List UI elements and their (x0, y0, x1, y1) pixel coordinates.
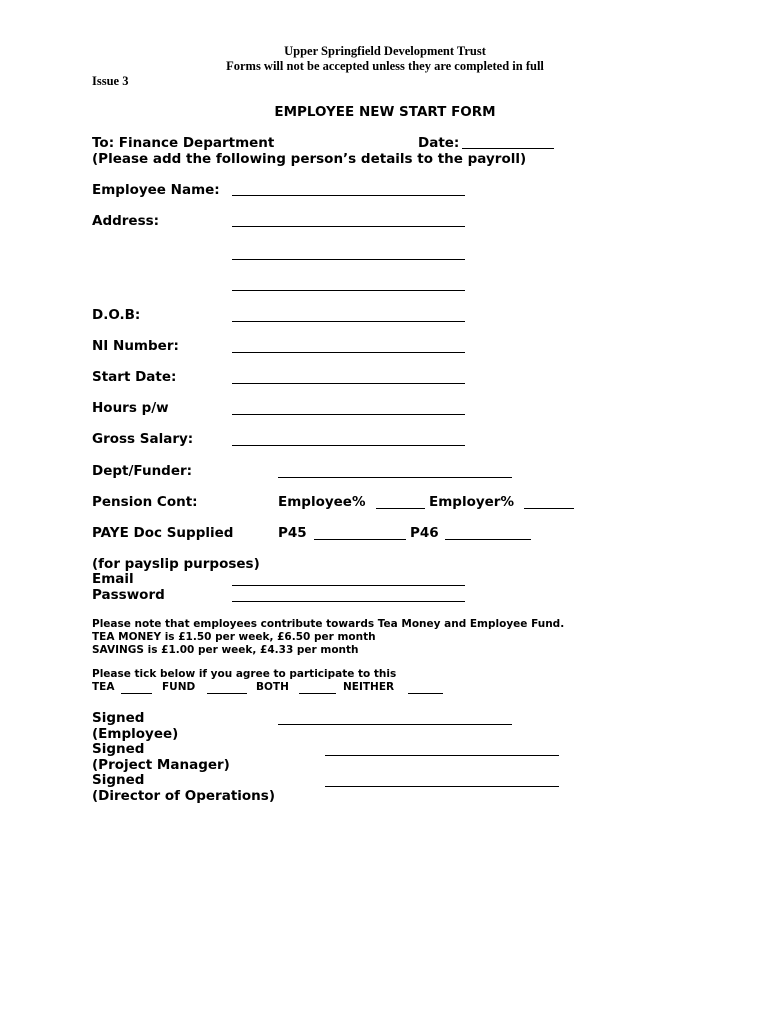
tea-option-label: TEA (92, 681, 115, 693)
hours-label: Hours p/w (92, 400, 169, 416)
p46-label: P46 (410, 525, 439, 541)
neither-option-label: NEITHER (343, 681, 395, 693)
form-title: EMPLOYEE NEW START FORM (274, 104, 496, 120)
payslip-note: (for payslip purposes) (92, 556, 260, 572)
email-field[interactable] (232, 585, 465, 586)
p45-label: P45 (278, 525, 307, 541)
savings-note: SAVINGS is £1.00 per week, £4.33 per month (92, 644, 359, 656)
organisation-name: Upper Springfield Development Trust (284, 44, 486, 58)
project-manager-role-label: (Project Manager) (92, 757, 230, 773)
hours-field[interactable] (232, 414, 465, 415)
address-label: Address: (92, 213, 160, 229)
dob-field[interactable] (232, 321, 465, 322)
employer-percent-field[interactable] (524, 508, 574, 509)
director-role-label: (Director of Operations) (92, 788, 275, 804)
email-label: Email (92, 571, 134, 587)
dept-funder-label: Dept/Funder: (92, 463, 193, 479)
date-field[interactable] (462, 148, 554, 149)
project-manager-signature-field[interactable] (325, 755, 559, 756)
employee-name-label: Employee Name: (92, 182, 220, 198)
pension-label: Pension Cont: (92, 494, 198, 510)
tea-money-note: TEA MONEY is £1.50 per week, £6.50 per month (92, 631, 376, 643)
start-date-label: Start Date: (92, 369, 177, 385)
p45-field[interactable] (314, 539, 406, 540)
both-tick-field[interactable] (299, 693, 336, 694)
fund-tick-field[interactable] (207, 693, 247, 694)
signed-employee-label: Signed (92, 710, 145, 726)
ni-number-field[interactable] (232, 352, 465, 353)
gross-salary-label: Gross Salary: (92, 431, 194, 447)
gross-salary-field[interactable] (232, 445, 465, 446)
both-option-label: BOTH (256, 681, 289, 693)
start-date-field[interactable] (232, 383, 465, 384)
address-line-1-field[interactable] (232, 226, 465, 227)
employee-name-field[interactable] (232, 195, 465, 196)
issue-number: Issue 3 (92, 74, 129, 88)
signed-pm-label: Signed (92, 741, 145, 757)
paye-doc-label: PAYE Doc Supplied (92, 525, 234, 541)
password-label: Password (92, 587, 165, 603)
fund-option-label: FUND (162, 681, 196, 693)
employee-percent-field[interactable] (376, 508, 425, 509)
employee-percent-label: Employee% (278, 494, 366, 510)
director-signature-field[interactable] (325, 786, 559, 787)
recipient-label: To: Finance Department (92, 135, 275, 151)
signed-director-label: Signed (92, 772, 145, 788)
tick-instruction: Please tick below if you agree to participate to this (92, 668, 397, 680)
dob-label: D.O.B: (92, 307, 141, 323)
employer-percent-label: Employer% (429, 494, 514, 510)
address-line-2-field[interactable] (232, 259, 465, 260)
address-line-3-field[interactable] (232, 290, 465, 291)
dept-funder-field[interactable] (278, 477, 512, 478)
tea-tick-field[interactable] (121, 693, 152, 694)
p46-field[interactable] (445, 539, 531, 540)
date-label: Date: (418, 135, 460, 151)
contribution-note: Please note that employees contribute towards Tea Money and Employee Fund. (92, 618, 565, 630)
employee-signature-field[interactable] (278, 724, 512, 725)
neither-tick-field[interactable] (408, 693, 443, 694)
payroll-instruction: (Please add the following person’s details to the payroll) (92, 151, 527, 167)
password-field[interactable] (232, 601, 465, 602)
ni-number-label: NI Number: (92, 338, 179, 354)
employee-role-label: (Employee) (92, 726, 179, 742)
completion-notice: Forms will not be accepted unless they are completed in full (226, 59, 544, 73)
